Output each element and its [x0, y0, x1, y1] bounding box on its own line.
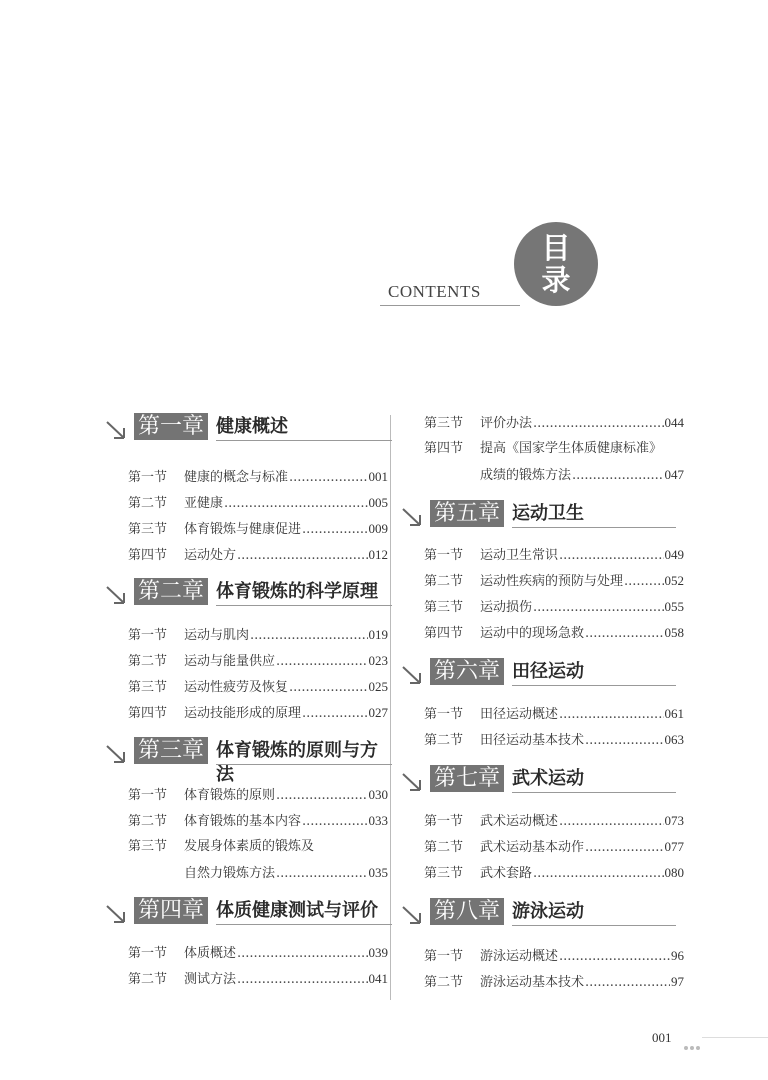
toc-entry[interactable] — [128, 785, 388, 805]
mulu-badge — [514, 222, 598, 306]
section-title: 游泳运动概述 — [480, 949, 559, 964]
arrow-icon — [104, 584, 128, 606]
section-number: 第一节 — [128, 788, 168, 803]
chapter-title: 运动卫生 — [512, 503, 584, 524]
chapter-title: 体育锻炼的科学原理 — [216, 581, 378, 602]
section-title: 运动性疲劳及恢复 — [184, 680, 289, 695]
leader-dots — [302, 520, 367, 540]
section-title: 运动处方 — [184, 548, 237, 563]
section-title: 运动中的现场急救 — [480, 626, 585, 641]
page-number: 080 — [664, 865, 684, 880]
arrow-icon — [400, 904, 424, 926]
page-number: 077 — [664, 839, 684, 854]
toc-entry[interactable] — [424, 837, 684, 857]
chapter-title: 武术运动 — [512, 768, 584, 789]
chapter-underline — [512, 527, 676, 528]
page-number: 073 — [664, 813, 684, 828]
chapter-number: 第五章 — [430, 500, 504, 527]
chapter-number: 第四章 — [134, 897, 208, 924]
page-number: 063 — [664, 732, 684, 747]
arrow-icon — [400, 664, 424, 686]
section-title: 体育锻炼的基本内容 — [184, 814, 302, 829]
chapter-underline — [216, 605, 392, 606]
toc-entry[interactable] — [424, 545, 684, 565]
page-number: 047 — [664, 467, 684, 482]
arrow-icon — [400, 506, 424, 528]
mulu-char-2: 录 — [541, 263, 571, 297]
chapter-underline — [512, 925, 676, 926]
page-number: 052 — [664, 573, 684, 588]
chapter-title: 体育锻炼的原则与方法 — [216, 740, 378, 785]
section-title: 体质概述 — [184, 946, 237, 961]
section-title: 田径运动概述 — [480, 707, 559, 722]
leader-dots — [237, 546, 367, 566]
page-number: 055 — [664, 599, 684, 614]
section-title: 评价办法 — [480, 416, 533, 431]
section-title: 提高《国家学生体质健康标准》 — [480, 441, 663, 456]
toc-entry[interactable] — [128, 943, 388, 963]
toc-entry[interactable] — [128, 625, 388, 645]
section-title: 游泳运动基本技术 — [480, 975, 585, 990]
section-title: 亚健康 — [184, 496, 224, 511]
section-title: 健康的概念与标准 — [184, 470, 289, 485]
toc-entry[interactable] — [424, 597, 684, 617]
chapter-number: 第二章 — [134, 578, 208, 605]
chapter-number: 第八章 — [430, 898, 504, 925]
page-number: 009 — [368, 521, 388, 536]
leader-dots — [250, 626, 367, 646]
section-title: 运动卫生常识 — [480, 548, 559, 563]
leader-dots — [624, 572, 663, 592]
mulu-char-1: 目 — [541, 231, 571, 265]
section-title: 体育锻炼与健康促进 — [184, 522, 302, 537]
section-number: 第四节 — [424, 441, 464, 456]
leader-dots — [559, 546, 663, 566]
section-number: 第一节 — [424, 707, 464, 722]
chapter-number: 第一章 — [134, 413, 208, 440]
section-title: 运动损伤 — [480, 600, 533, 615]
chapter-underline — [216, 924, 392, 925]
toc-entry[interactable] — [128, 677, 388, 697]
chapter-6-heading[interactable] — [398, 658, 688, 694]
header-underline — [380, 305, 520, 306]
page-number: 033 — [368, 813, 388, 828]
chapter-title: 体质健康测试与评价 — [216, 900, 378, 921]
section-number: 第二节 — [424, 733, 464, 748]
leader-dots — [302, 704, 367, 724]
section-title: 运动与肌肉 — [184, 628, 250, 643]
section-title: 武术运动基本动作 — [480, 840, 585, 855]
toc-entry[interactable] — [128, 493, 388, 513]
section-number: 第一节 — [128, 628, 168, 643]
page-number: 96 — [671, 948, 684, 963]
chapter-5-heading[interactable] — [398, 500, 688, 536]
page-number: 023 — [368, 653, 388, 668]
page-number: 001 — [368, 469, 388, 484]
section-number: 第三节 — [424, 600, 464, 615]
section-title: 测试方法 — [184, 972, 237, 987]
section-number: 第一节 — [128, 470, 168, 485]
section-number: 第二节 — [128, 972, 168, 987]
leader-dots — [289, 468, 367, 488]
section-number: 第三节 — [128, 839, 168, 854]
toc-entry[interactable] — [424, 439, 684, 459]
leader-dots — [559, 812, 663, 832]
section-title: 武术套路 — [480, 866, 533, 881]
toc-entry[interactable] — [424, 972, 684, 992]
section-title: 运动与能量供应 — [184, 654, 276, 669]
leader-dots — [289, 678, 367, 698]
section-number: 第二节 — [424, 574, 464, 589]
leader-dots — [276, 652, 367, 672]
section-number: 第四节 — [128, 548, 168, 563]
toc-entry[interactable] — [424, 863, 684, 883]
leader-dots — [224, 494, 367, 514]
section-number: 第二节 — [424, 975, 464, 990]
footer-dots-ornament — [684, 1035, 702, 1054]
page-number: 035 — [368, 865, 388, 880]
section-title: 田径运动基本技术 — [480, 733, 585, 748]
arrow-icon — [104, 743, 128, 765]
leader-dots — [237, 944, 367, 964]
section-number: 第二节 — [424, 840, 464, 855]
toc-entry-continuation[interactable] — [128, 863, 388, 883]
toc-entry[interactable] — [128, 703, 388, 723]
page-number: 025 — [368, 679, 388, 694]
section-number: 第三节 — [128, 680, 168, 695]
toc-entry[interactable] — [128, 545, 388, 565]
toc-entry[interactable] — [424, 730, 684, 750]
chapter-2-heading[interactable] — [102, 578, 392, 614]
footer-rule — [702, 1037, 768, 1038]
toc-entry[interactable] — [128, 519, 388, 539]
footer-page-number: 001 — [652, 1030, 672, 1045]
page-number: 019 — [368, 627, 388, 642]
chapter-number: 第三章 — [134, 737, 208, 764]
section-title: 体育锻炼的原则 — [184, 788, 276, 803]
section-title: 发展身体素质的锻炼及 — [184, 839, 315, 854]
section-number: 第一节 — [424, 548, 464, 563]
chapter-number: 第七章 — [430, 765, 504, 792]
chapter-underline — [512, 685, 676, 686]
leader-dots — [276, 786, 367, 806]
leader-dots — [276, 864, 367, 884]
toc-entry[interactable] — [424, 704, 684, 724]
section-number: 第二节 — [128, 814, 168, 829]
section-title: 运动技能形成的原理 — [184, 706, 302, 721]
page-number: 027 — [368, 705, 388, 720]
contents-header — [380, 222, 680, 307]
section-number: 第一节 — [424, 814, 464, 829]
page-number: 012 — [368, 547, 388, 562]
leader-dots — [533, 414, 663, 434]
chapter-underline — [216, 764, 392, 765]
page-number: 049 — [664, 547, 684, 562]
chapter-underline — [512, 792, 676, 793]
arrow-icon — [104, 419, 128, 441]
section-number: 第三节 — [128, 522, 168, 537]
section-title: 自然力锻炼方法 — [184, 866, 276, 881]
arrow-icon — [104, 903, 128, 925]
leader-dots — [533, 864, 663, 884]
section-number: 第一节 — [424, 949, 464, 964]
chapter-3-heading[interactable] — [102, 737, 392, 785]
chapter-title: 游泳运动 — [512, 901, 584, 922]
section-number: 第一节 — [128, 946, 168, 961]
leader-dots — [559, 947, 670, 967]
section-title: 成绩的锻炼方法 — [480, 468, 572, 483]
toc-entry[interactable] — [128, 837, 388, 857]
section-number: 第二节 — [128, 654, 168, 669]
section-number: 第四节 — [128, 706, 168, 721]
leader-dots — [585, 731, 663, 751]
toc-entry[interactable] — [424, 811, 684, 831]
leader-dots — [533, 598, 663, 618]
section-title: 武术运动概述 — [480, 814, 559, 829]
chapter-7-heading[interactable] — [398, 765, 688, 801]
section-title: 运动性疾病的预防与处理 — [480, 574, 624, 589]
toc-entry[interactable] — [128, 969, 388, 989]
section-number: 第三节 — [424, 416, 464, 431]
toc-entry[interactable] — [424, 623, 684, 643]
toc-entry[interactable] — [128, 467, 388, 487]
toc-entry-continuation[interactable] — [424, 465, 684, 485]
toc-entry[interactable] — [424, 413, 684, 433]
page-number: 058 — [664, 625, 684, 640]
chapter-8-heading[interactable] — [398, 898, 688, 934]
page-number: 044 — [664, 415, 684, 430]
leader-dots — [302, 812, 367, 832]
page-number: 041 — [368, 971, 388, 986]
toc-entry[interactable] — [424, 571, 684, 591]
chapter-title: 健康概述 — [216, 416, 288, 437]
page-number: 005 — [368, 495, 388, 510]
toc-entry[interactable] — [128, 651, 388, 671]
section-number: 第二节 — [128, 496, 168, 511]
chapter-4-heading[interactable] — [102, 897, 392, 933]
leader-dots — [572, 466, 663, 486]
section-number: 第三节 — [424, 866, 464, 881]
arrow-icon — [400, 771, 424, 793]
chapter-title: 田径运动 — [512, 661, 584, 682]
chapter-1-heading[interactable] — [102, 413, 392, 449]
leader-dots — [585, 624, 663, 644]
toc-entry[interactable] — [424, 946, 684, 966]
page-number: 030 — [368, 787, 388, 802]
leader-dots — [237, 970, 367, 990]
toc-entry[interactable] — [128, 811, 388, 831]
leader-dots — [585, 838, 663, 858]
chapter-number: 第六章 — [430, 658, 504, 685]
leader-dots — [559, 705, 663, 725]
section-number: 第四节 — [424, 626, 464, 641]
page-number: 061 — [664, 706, 684, 721]
contents-word: CONTENTS — [388, 282, 481, 301]
leader-dots — [585, 973, 670, 993]
page-number: 97 — [671, 974, 684, 989]
page-number: 039 — [368, 945, 388, 960]
chapter-underline — [216, 440, 392, 441]
